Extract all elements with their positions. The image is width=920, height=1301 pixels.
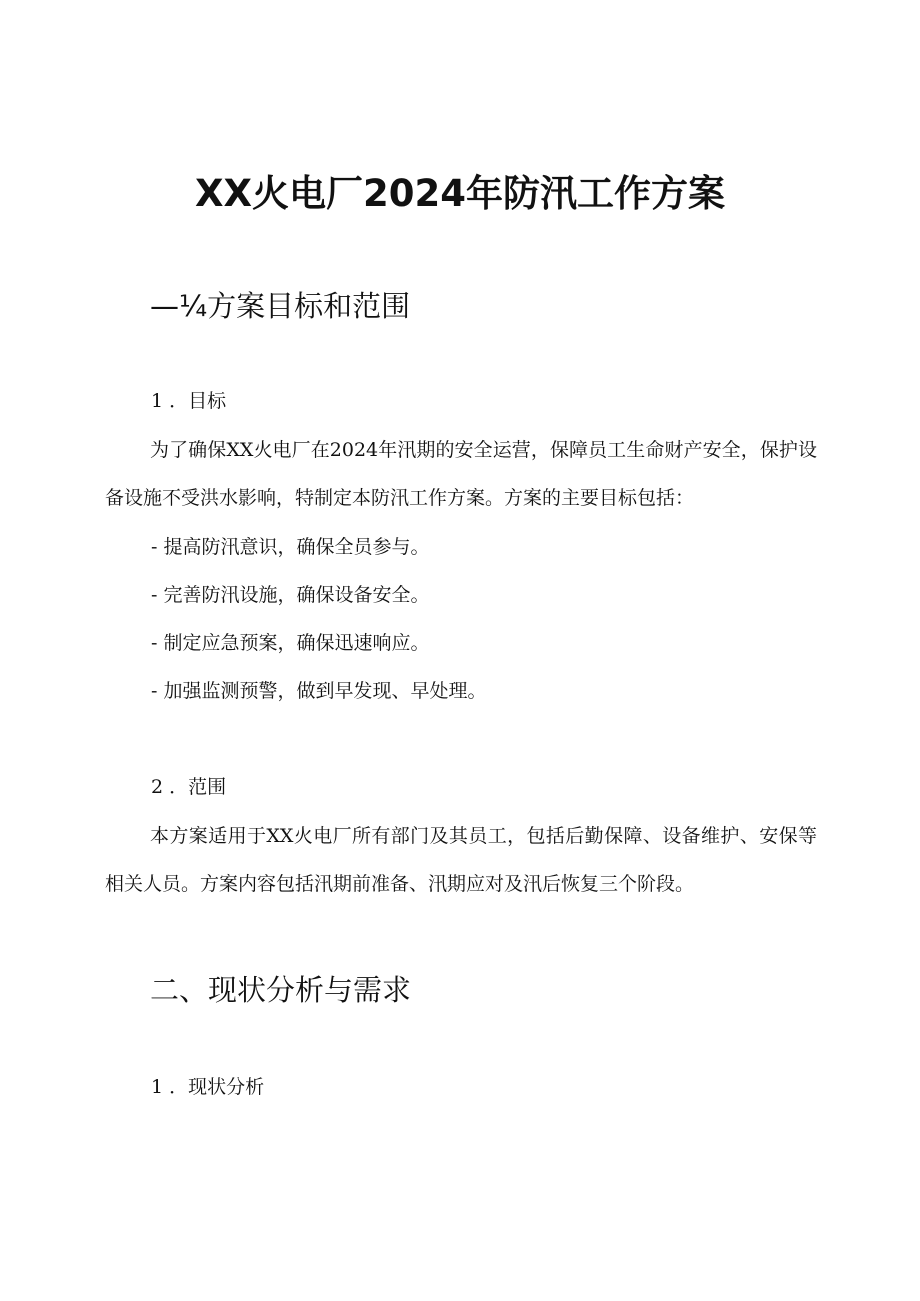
bullet-item: - 制定应急预案，确保迅速响应。 bbox=[151, 632, 430, 654]
section-1-1-paragraph: 为了确保XX火电厂在2024年汛期的安全运营，保障员工生命财产安全，保护设备设施不受洪水影响，特制定本防汛工作方案。方案的主要目标包括： bbox=[105, 439, 817, 509]
document-title: XX火电厂2024年防汛工作方案 bbox=[194, 172, 726, 215]
section-1-heading: —¼方案目标和范围 bbox=[150, 289, 411, 323]
section-1-2-paragraph: 本方案适用于XX火电厂所有部门及其员工，包括后勤保障、设备维护、安保等相关人员。方案内容包括汛期前准备、汛期应对及汛后恢复三个阶段。 bbox=[105, 825, 817, 895]
section-1-2-heading: 2 ．范围 bbox=[151, 776, 227, 798]
bullet-item: - 提高防汛意识，确保全员参与。 bbox=[151, 536, 430, 558]
section-2-1-heading: 1 ．现状分析 bbox=[151, 1076, 265, 1098]
section-2-heading: 二、现状分析与需求 bbox=[150, 973, 412, 1007]
bullet-item: - 完善防汛设施，确保设备安全。 bbox=[151, 584, 430, 606]
section-1-1-heading: 1 ．目标 bbox=[151, 390, 227, 412]
bullet-item: - 加强监测预警，做到早发现、早处理。 bbox=[151, 680, 487, 702]
